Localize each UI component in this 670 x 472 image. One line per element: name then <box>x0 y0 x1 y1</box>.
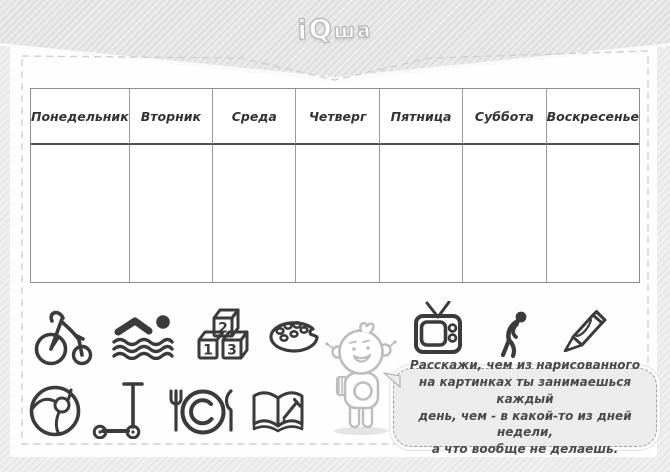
header-thursday: Четверг <box>296 89 379 145</box>
reading-book-icon <box>250 388 306 434</box>
television-icon <box>413 301 463 355</box>
speech-bubble-tail <box>383 371 401 391</box>
meal-plate-icon <box>167 386 235 438</box>
days-of-week-table <box>30 88 640 283</box>
block-number-3: 3 <box>227 342 237 359</box>
header-monday: Понедельник <box>31 89 130 145</box>
block-number-1: 1 <box>203 342 213 359</box>
empty-cell-sunday <box>547 145 639 282</box>
instruction-line-4: а что вообще не делаешь. <box>431 442 619 457</box>
empty-cell-friday <box>380 145 463 282</box>
instruction-speech-bubble <box>393 358 657 457</box>
empty-cell-monday <box>31 145 130 282</box>
paint-palette-icon <box>266 317 324 353</box>
header-tuesday: Вторник <box>130 89 213 145</box>
robot-shadow <box>334 427 388 435</box>
ball-icon <box>28 384 82 438</box>
header-sunday: Воскресенье <box>547 89 639 145</box>
logo-part-1: iQ <box>296 14 335 47</box>
pencil-icon <box>562 306 610 352</box>
empty-cell-tuesday <box>130 145 213 282</box>
instruction-line-3: день, чем - в какой-то из дней недели, <box>418 408 632 440</box>
logo-part-2: ша <box>333 17 373 44</box>
empty-cell-wednesday <box>213 145 296 282</box>
empty-cell-thursday <box>296 145 379 282</box>
bicycle-icon <box>33 306 95 368</box>
instruction-line-1: Расскажи, чем из нарисованного <box>409 358 641 373</box>
block-number-2: 2 <box>218 320 228 337</box>
robot-head <box>340 331 383 374</box>
toy-blocks-icon <box>194 306 254 368</box>
instruction-text <box>394 355 656 460</box>
exercise-icon <box>497 309 531 359</box>
header-friday: Пятница <box>380 89 463 145</box>
header-saturday: Суббота <box>463 89 546 145</box>
header-wednesday: Среда <box>213 89 296 145</box>
scooter-icon <box>88 379 146 439</box>
instruction-line-2: на картинках ты занимаешься каждый <box>418 374 632 406</box>
swimming-icon <box>110 312 176 360</box>
empty-cell-saturday <box>463 145 546 282</box>
